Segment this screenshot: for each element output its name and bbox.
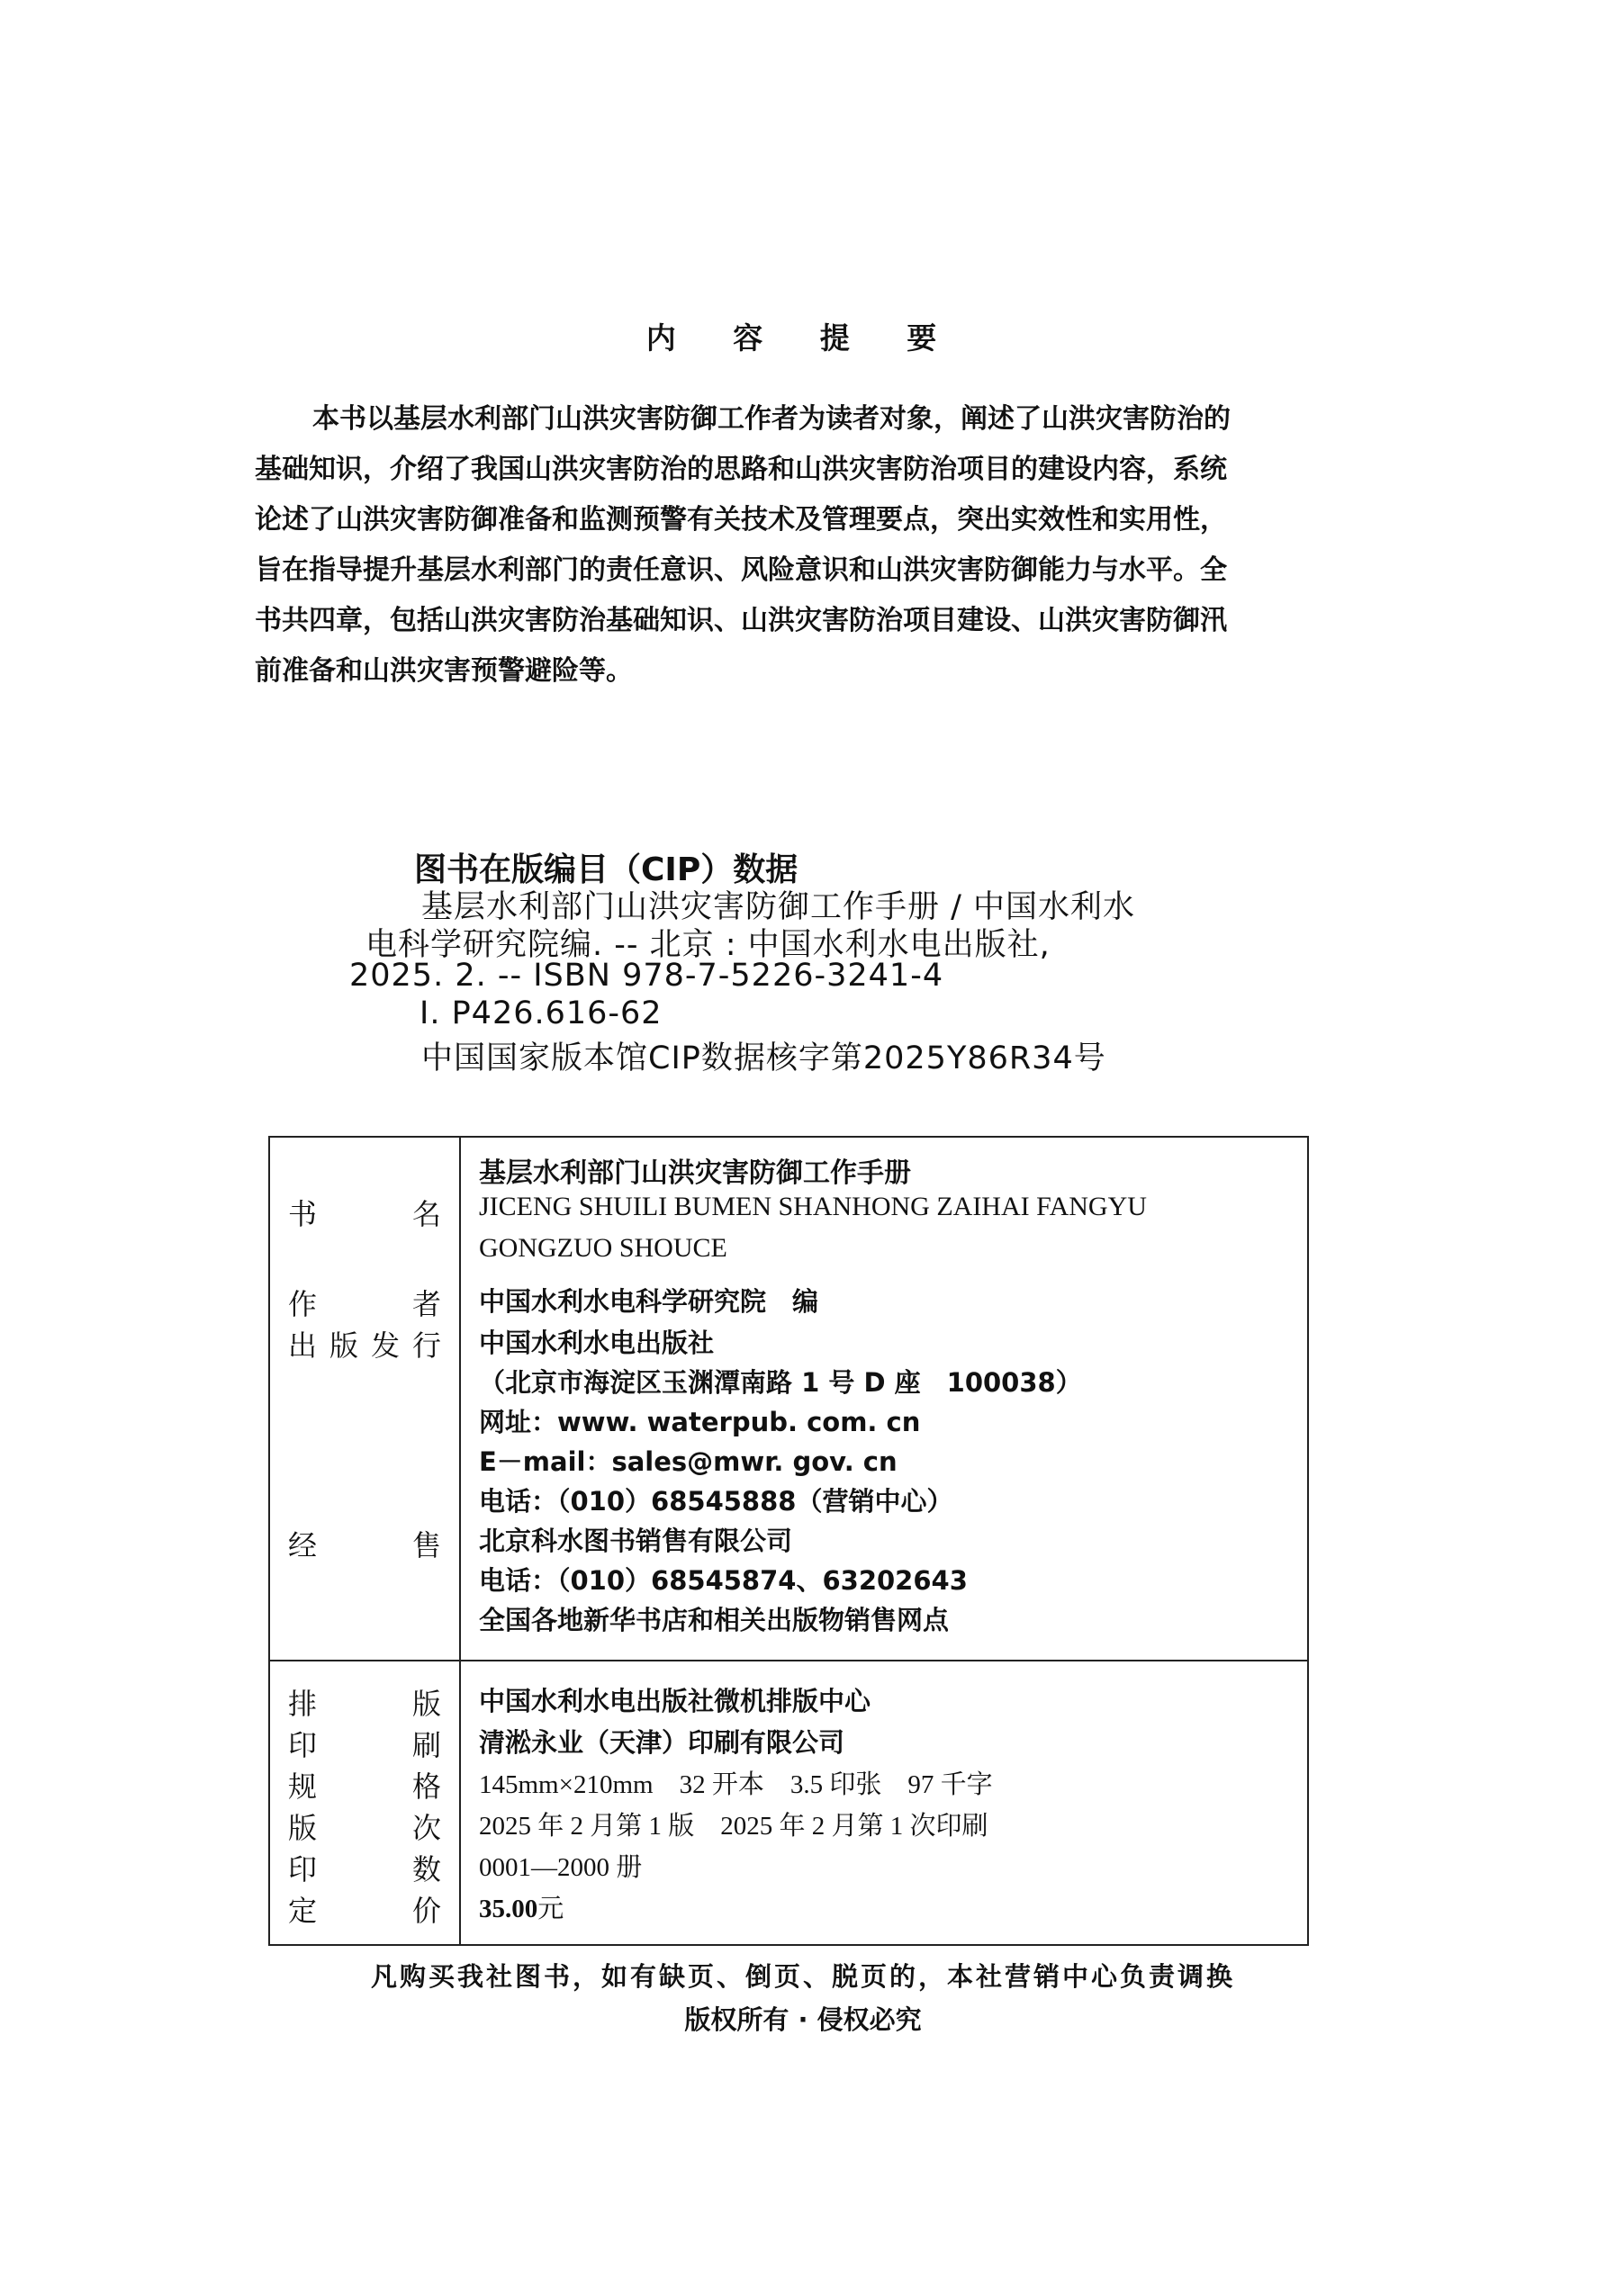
value-title-cn: 基层水利部门山洪灾害防御工作手册 [479,1157,911,1189]
cip-line: 中国国家版本馆CIP数据核字第2025Y86R34号 [421,1040,1106,1076]
copyright-table [268,1136,1309,1946]
price-number: 35.00 [479,1895,538,1923]
summary-line: 基础知识，介绍了我国山洪灾害防治的思路和山洪灾害防治项目的建设内容，系统 [255,454,1227,485]
summary-line: 论述了山洪灾害防御准备和监测预警有关技术及管理要点，突出实效性和实用性， [255,504,1227,536]
label-publisher: 出 版 发 行 [288,1328,441,1363]
label-copies: 印 数 [288,1852,441,1886]
label-price: 定 价 [288,1894,441,1928]
label-title: 书 名 [288,1197,441,1231]
cip-line: 2025. 2. -- ISBN 978-7-5226-3241-4 [349,958,944,994]
value-title-pinyin-2: GONGZUO SHOUCE [479,1233,727,1263]
cip-title: 图书在版编目（CIP）数据 [414,851,798,888]
footer-notice: 凡购买我社图书，如有缺页、倒页、脱页的，本社营销中心负责调换 [370,1961,1235,1992]
table-divider-vertical [459,1138,461,1944]
label-printing: 印 刷 [288,1728,441,1762]
value-price [479,1888,564,1925]
summary-line: 书共四章，包括山洪灾害防治基础知识、山洪灾害防治项目建设、山洪灾害防御汛 [255,605,1227,636]
value-edition: 2025 年 2 月第 1 版 2025 年 2 月第 1 次印刷 [479,1812,988,1841]
value-title-pinyin-1: JICENG SHUILI BUMEN SHANHONG ZAIHAI FANGYU [479,1192,1147,1221]
value-printing: 清淞永业（天津）印刷有限公司 [479,1727,845,1758]
value-outlets: 全国各地新华书店和相关出版物销售网点 [479,1605,950,1635]
price-unit: 元 [537,1893,564,1923]
label-typeset: 排 版 [288,1687,441,1721]
table-divider-horizontal [270,1660,1307,1661]
value-copies: 0001—2000 册 [479,1853,643,1882]
cip-line: 电科学研究院编. -- 北京 : 中国水利水电出版社, [365,927,1051,963]
summary-line: 前准备和山洪灾害预警避险等。 [255,655,633,687]
label-spec: 规 格 [288,1769,441,1804]
summary-line: 旨在指导提升基层水利部门的责任意识、风险意识和山洪灾害防御能力与水平。全 [255,554,1227,586]
value-website: 网址：www. waterpub. com. cn [479,1407,921,1437]
value-phone-sales: 电话：（010）68545888（营销中心） [479,1486,953,1517]
value-publisher: 中国水利水电出版社 [479,1328,715,1358]
summary-body [255,394,1335,697]
value-spec: 145mm×210mm 32 开本 3.5 印张 97 千字 [479,1770,993,1799]
value-typeset: 中国水利水电出版社微机排版中心 [479,1686,871,1716]
label-author: 作 者 [288,1287,441,1321]
label-distributor: 经 售 [288,1528,441,1562]
summary-heading: 内 容 提 要 [645,320,961,356]
label-edition: 版 次 [288,1811,441,1845]
value-distributor: 北京科水图书销售有限公司 [479,1526,793,1556]
cip-line: Ⅰ. P426.616-62 [420,995,663,1031]
value-email: E－mail：sales@mwr. gov. cn [479,1446,898,1477]
value-phone-distributor: 电话：（010）68545874、63202643 [479,1565,968,1596]
value-address: （北京市海淀区玉渊潭南路 1 号 D 座 100038） [479,1367,1082,1398]
cip-line: 基层水利部门山洪灾害防御工作手册 / 中国水利水 [421,889,1136,925]
footer-rights: 版权所有 · 侵权必究 [684,2004,922,2035]
summary-line: 本书以基层水利部门山洪灾害防御工作者为读者对象，阐述了山洪灾害防治的 [312,403,1231,435]
value-author: 中国水利水电科学研究院 编 [479,1286,819,1317]
